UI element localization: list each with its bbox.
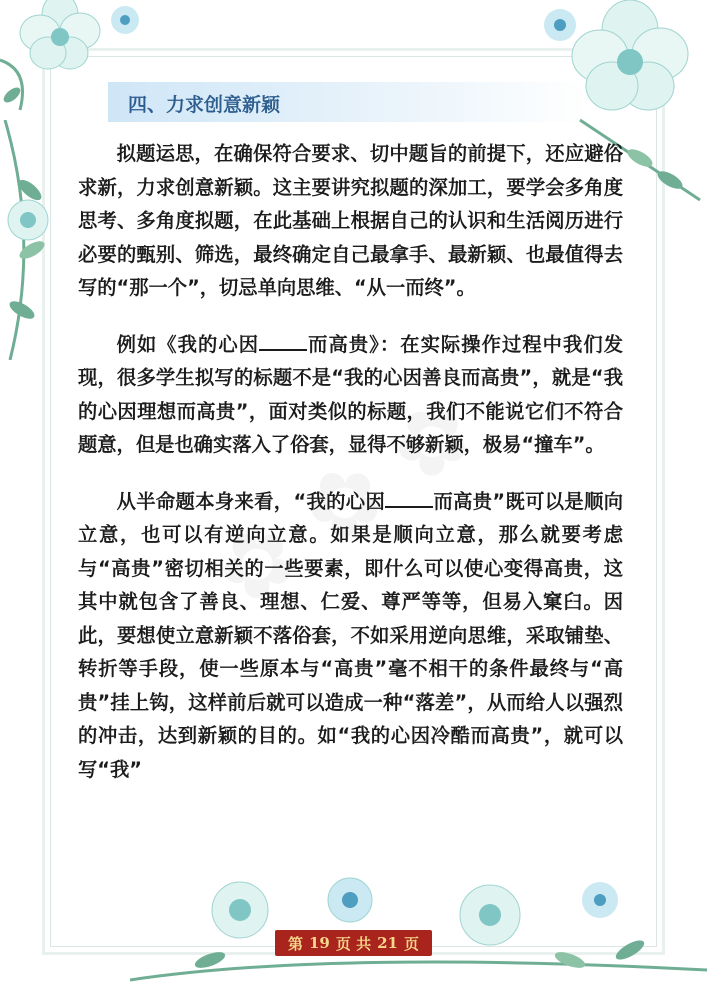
paragraph-3-part-2: 而高贵”既可以是顺向立意，也可以有逆向立意。如果是顺向立意，那么就要考虑与“高贵”密切相关的一些要素，即什么可以使心变得高贵，这其中就包含了善良、理想、仁爱、尊严等等，但易入窠臼。因此，要想使立意新颖不落俗套，不如采用逆向思维，采取铺垫、转折等手段，使一些原本与“高贵”毫不相干的条件最终与“高贵”挂上钩，这样前后就可以造成一种“落差”，从而给人以强烈的冲击，达到新颖的目的。如“我的心因冷酷而高贵”，就可以写“我” [78,489,624,781]
paragraph-2 [78,328,623,462]
page-label-suffix: 页 [403,934,419,953]
paragraph-2-part-1: 例如《我的心因 [116,332,260,356]
floral-decoration-left [0,120,80,360]
section-heading: 四、力求创意新颖 [128,94,281,116]
current-page-number: 19 [309,934,330,952]
paragraph-3 [78,485,623,787]
paragraph-1: 拟题运思，在确保符合要求、切中题旨的前提下，还应避俗求新，力求创意新颖。这主要讲究拟题的深加工，要学会多角度思考、多角度拟题，在此基础上根据自己的认识和生活阅历进行必要的甄别、筛选，最终确定自己最拿手、最新颖、也最值得去写的“那一个”，切忌单向思维、“从一而终”。 [78,142,623,299]
paragraph-2-part-2: 而高贵》：在实际操作过程中我们发现，很多学生拟写的标题不是“我的心因善良而高贵”，就是“我的心因理想而高贵”，面对类似的标题，我们不能说它们不符合题意，但是也确实落入了俗套，显得不够新颖，极易“撞车”。 [78,332,623,456]
fill-in-blank [259,331,307,351]
section-heading-band [108,82,588,122]
page-number-badge [275,930,432,956]
total-page-count: 21 [377,934,398,952]
page-label-prefix: 第 [287,934,303,953]
article-body [78,137,623,809]
fill-in-blank [385,488,433,508]
page-label-middle: 页 共 [335,934,372,953]
paragraph-3-part-1: 从半命题本身来看，“我的心因 [116,489,386,513]
